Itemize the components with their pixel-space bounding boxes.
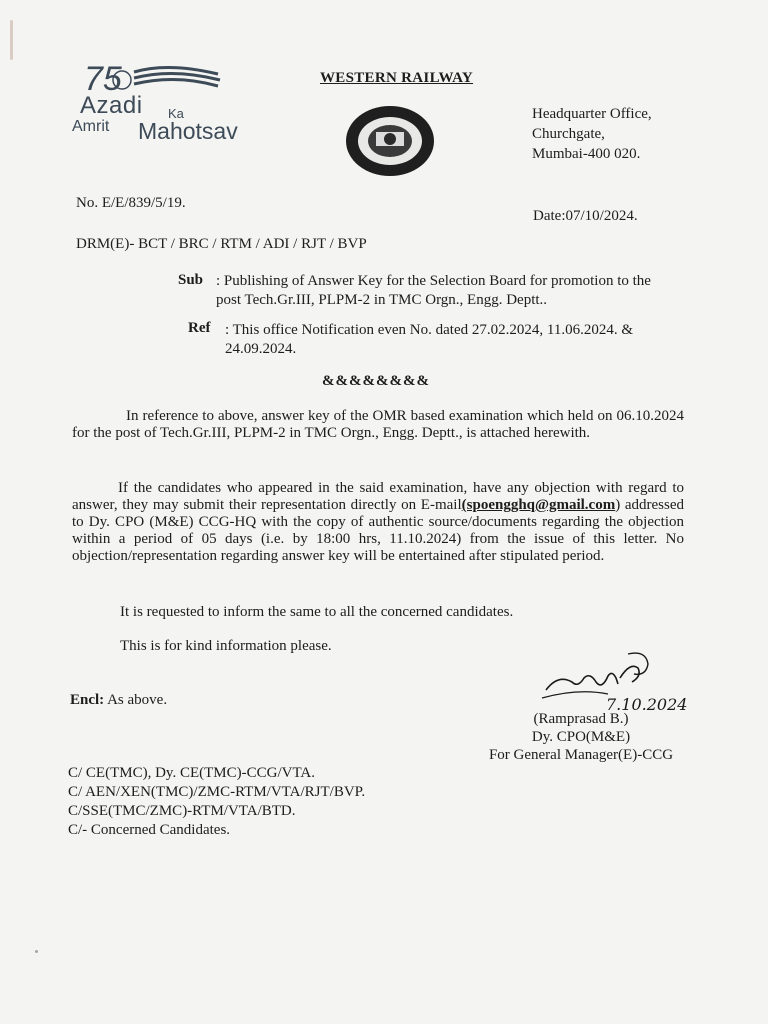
logo-text-ka: Ka	[168, 106, 184, 121]
paragraph-2-lead: If the candidates who appeared in the said examination, have any objection with regard to answer, they may submit their representation directly on E-mail	[72, 480, 684, 513]
enclosure-line	[70, 692, 167, 709]
copy-to-item: C/SSE(TMC/ZMC)-RTM/VTA/BTD.	[68, 803, 296, 819]
logo-text-mahotsav: Mahotsav	[138, 118, 238, 144]
body-paragraph-2	[72, 480, 684, 565]
letterhead-title: WESTERN RAILWAY	[320, 70, 474, 86]
subject-text: : Publishing of Answer Key for the Selection Board for promotion to the post Tech.Gr.III, PLPM-2 in TMC Orgn., Engg. Deptt..	[216, 273, 651, 308]
email-link[interactable]: (spoengghq@gmail.com	[461, 497, 616, 513]
body-paragraph-4: This is for kind information please.	[120, 638, 332, 654]
reference-text: : This office Notification even No. dated 27.02.2024, 11.06.2024. & 24.09.2024.	[225, 322, 633, 357]
paragraph-2-tail: ) addressed to Dy. CPO (M&E) CCG-HQ with the copy of authentic source/documents regarding the objection within a period of 05 days (i.e. by 18:00 hrs, 11.10.2024) from the issue of this letter. No objection/representation regarding answer key will be entertained after stipulated period.	[72, 497, 685, 564]
letter-date: Date:07/10/2024.	[533, 208, 638, 224]
copy-to-list	[68, 764, 365, 840]
svg-text:75: 75	[84, 60, 122, 98]
subject-label: Sub	[178, 272, 204, 288]
body-paragraph-3: It is requested to inform the same to all the concerned candidates.	[120, 604, 514, 620]
signatory-on-behalf: For General Manager(E)-CCG	[488, 747, 674, 763]
signatory-designation: Dy. CPO(M&E)	[531, 729, 631, 745]
enclosure-text: As above.	[104, 692, 168, 708]
section-separator: &&&&&&&&	[322, 373, 430, 389]
addressees: DRM(E)- BCT / BRC / RTM / ADI / RJT / BVP	[76, 236, 367, 252]
copy-to-item: C/ CE(TMC), Dy. CE(TMC)-CCG/VTA.	[68, 765, 315, 781]
body-paragraph-1: In reference to above, answer key of the OMR based examination which held on 06.10.2024 for the post of Tech.Gr.III, PLPM-2 in TMC Orgn., Engg. Deptt., is attached herewith.	[72, 408, 684, 441]
letter-reference-number: No. E/E/839/5/19.	[76, 195, 186, 211]
azadi-ka-amrit-mahotsav-logo	[68, 56, 258, 156]
reference-label: Ref	[188, 320, 211, 336]
copy-to-item: C/- Concerned Candidates.	[68, 822, 231, 838]
signatory-name: (Ramprasad B.)	[533, 711, 629, 727]
scan-speck	[35, 950, 38, 953]
scan-edge-mark	[10, 20, 13, 60]
logo-text-azadi: Azadi	[80, 92, 143, 119]
signatory-block	[476, 710, 686, 764]
signature-date: 7.10.2024	[606, 695, 688, 714]
address-line-1: Headquarter Office,	[532, 106, 652, 122]
copy-to-item: C/ AEN/XEN(TMC)/ZMC-RTM/VTA/RJT/BVP.	[68, 784, 366, 800]
logo-text-amrit: Amrit	[72, 118, 110, 135]
handwritten-signature	[538, 648, 708, 718]
address-line-3: Mumbai-400 020.	[532, 146, 641, 162]
address-line-2: Churchgate,	[532, 126, 605, 142]
office-address	[532, 104, 652, 164]
indian-railways-seal-icon	[338, 104, 442, 178]
enclosure-label: Encl:	[70, 692, 105, 708]
